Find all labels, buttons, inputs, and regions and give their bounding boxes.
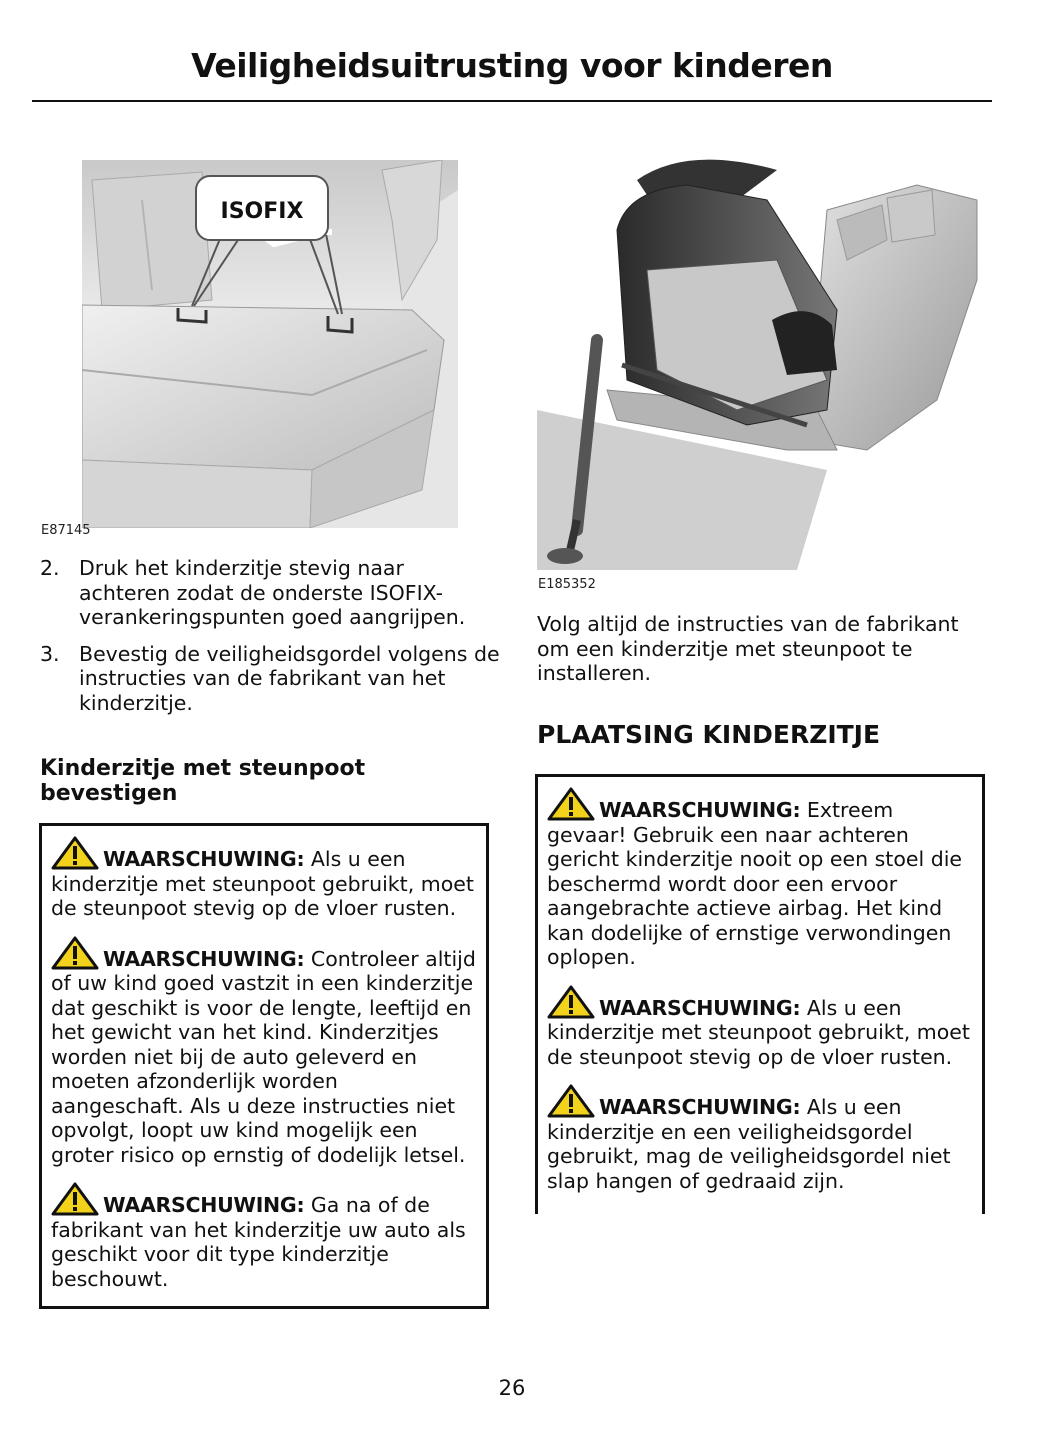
isofix-callout-label: ISOFIX: [220, 199, 304, 224]
section-heading-placement: PLAATSING KINDERZITJE: [537, 720, 881, 749]
warning-triangle-icon: [51, 1182, 99, 1216]
warning-label: WAARSCHUWING:: [599, 798, 801, 822]
isofix-seat-illustration: [82, 160, 458, 528]
support-leg-paragraph: Volg altijd de instructies van de fabrikant om een kinderzitje met steunpoot te installeren.: [537, 612, 959, 685]
support-leg-seat-illustration: [537, 150, 987, 570]
step-number: 3.: [40, 641, 60, 666]
list-item: [40, 556, 500, 630]
warning-text: Extreem gevaar! Gebruik een naar achteren gericht kinderzitje nooit op een stoel die beschermd wordt door een ervoor aangebrachte actieve airbag. Het kind kan dodelijke of ernstige verwondingen oplopen.: [547, 798, 963, 969]
figure-code-right: E185352: [538, 577, 596, 592]
figure-code-left: E87145: [41, 523, 91, 538]
warning-text: Als u een kinderzitje en een veiligheidsgordel gebruikt, mag de veiligheidsgordel niet slap hangen of gedraaid zijn.: [547, 1095, 951, 1193]
warning-text: Als u een kinderzitje met steunpoot gebruikt, moet de steunpoot stevig op de vloer rusten.: [547, 995, 970, 1069]
warning-triangle-icon: [547, 1084, 595, 1118]
warning-item: [51, 936, 477, 1168]
warning-triangle-icon: [51, 836, 99, 870]
title-rule: [32, 100, 992, 102]
warning-box-left: [39, 823, 489, 1309]
warning-label: WAARSCHUWING:: [599, 995, 801, 1020]
warning-item: [547, 985, 973, 1070]
warning-label: WAARSCHUWING:: [599, 1095, 801, 1119]
warning-text: Als u een kinderzitje met steunpoot gebruikt, moet de steunpoot stevig op de vloer rusten.: [51, 847, 474, 920]
warning-item: [547, 787, 973, 970]
warning-text: Controleer altijd of uw kind goed vastzit in een kinderzitje dat geschikt is voor de lengte, leeftijd en het gewicht van het kind. Kinderzitjes worden niet bij de auto geleverd en moeten afzonderlijk worden aangeschaft. Als u deze instructies niet opvolgt, loopt uw kind mogelijk een groter risico op ernstig of dodelijk letsel.: [51, 946, 476, 1167]
warning-label: WAARSCHUWING:: [103, 946, 305, 971]
list-item: [40, 642, 500, 716]
warning-text: Ga na of de fabrikant van het kinderzitje uw auto als geschikt voor dit type kinderzitje beschouwt.: [51, 1193, 466, 1291]
warning-label: WAARSCHUWING:: [103, 1193, 305, 1217]
warning-item: [51, 1182, 477, 1291]
step-text: Druk het kinderzitje stevig naar achteren zodat de onderste ISOFIX-verankeringspunten goed aangrijpen.: [79, 556, 466, 629]
step-text: Bevestig de veiligheidsgordel volgens de instructies van de fabrikant van het kinderzitje.: [79, 641, 500, 715]
subheading-support-leg: Kinderzitje met steunpoot bevestigen: [40, 756, 366, 806]
warning-box-right: [535, 774, 985, 1214]
warning-item: [51, 836, 477, 921]
warning-triangle-icon: [51, 936, 99, 970]
instruction-steps: [40, 556, 500, 727]
warning-label: WAARSCHUWING:: [103, 847, 305, 871]
warning-triangle-icon: [547, 985, 595, 1019]
page-title: Veiligheidsuitrusting voor kinderen: [191, 46, 833, 85]
step-number: 2.: [40, 556, 60, 580]
page-number: 26: [498, 1376, 526, 1400]
warning-triangle-icon: [547, 787, 595, 821]
warning-item: [547, 1084, 973, 1193]
